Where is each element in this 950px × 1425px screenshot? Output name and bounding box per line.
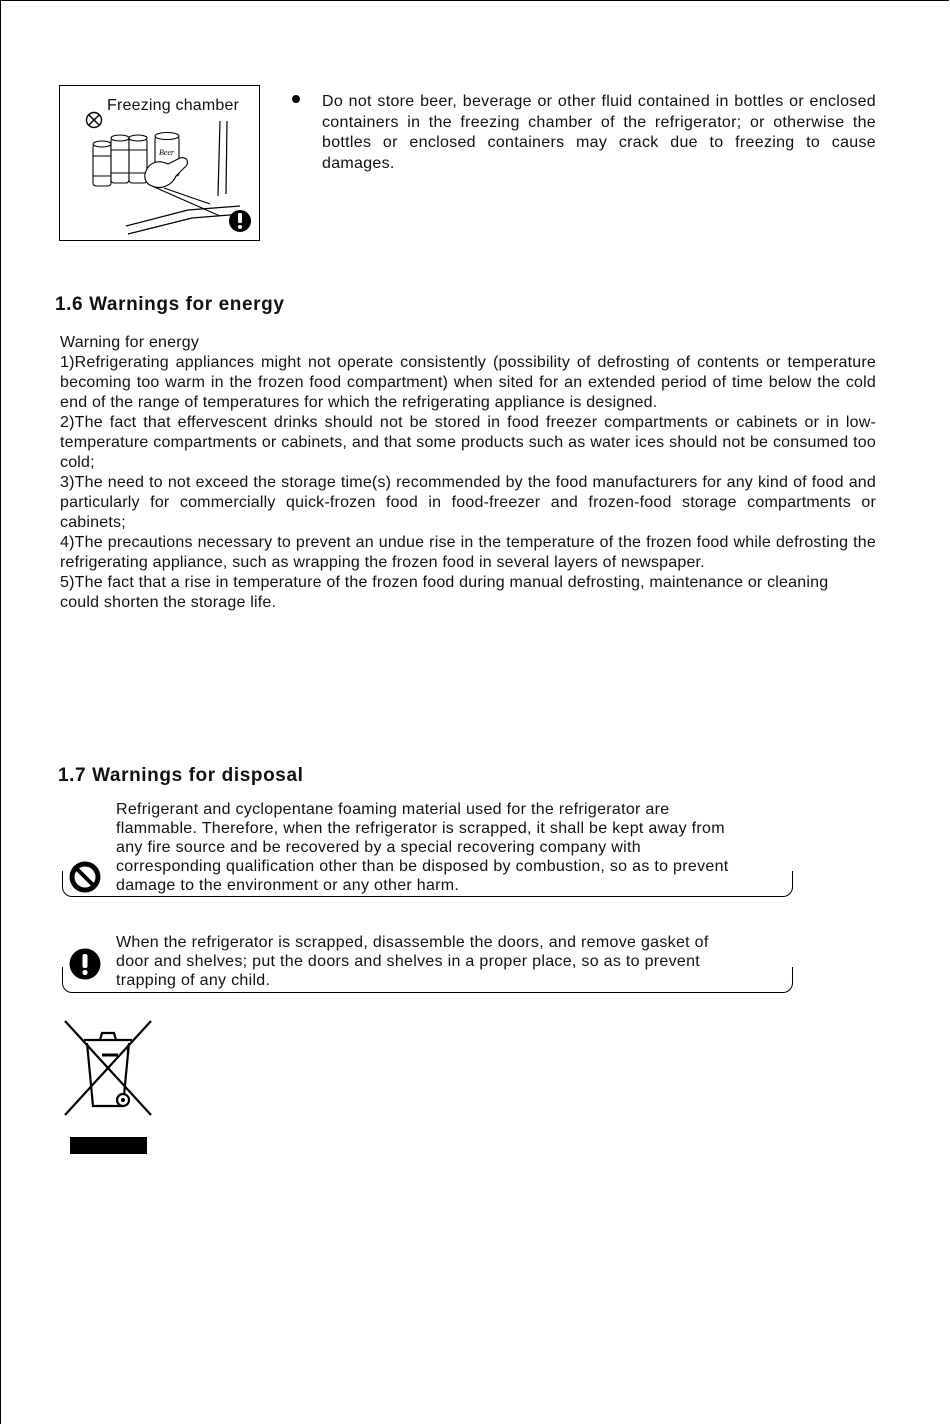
text-line: damage to the environment or any other harm.: [116, 877, 460, 894]
energy-item-1: 1)Refrigerating appliances might not operate consistently (possibility of defrosting of contents or temperature becoming too warm in the frozen food compartment) when sited for an extended period of time below the cold end of the range of temperatures for which the refrigerating appliance is designed.: [60, 354, 876, 411]
energy-heading: 1.6 Warnings for energy: [55, 294, 285, 315]
child-trap-warning: [62, 933, 794, 995]
energy-item-4: 4)The precautions necessary to prevent an undue rise in the temperature of the frozen food while defrosting the refrigerating appliance, such as wrapping the frozen food in several layers of newspaper.: [60, 534, 876, 571]
disposal-heading: 1.7 Warnings for disposal: [58, 765, 304, 786]
text-line: door and shelves; put the doors and shelves in a proper place, so as to prevent: [116, 953, 701, 970]
warning-bracket: [62, 871, 793, 897]
freezer-warning-text: Do not store beer, beverage or other fluid contained in bottles or enclosed containers in the freezing chamber of the refrigerator; or otherwise the bottles or enclosed containers may crack due to freezing to cause damages.: [322, 93, 876, 172]
prohibited-circle-icon: [87, 113, 102, 128]
energy-item-2: 2)The fact that effervescent drinks should not be stored in food freezer compartments or cabinets or in low-temperature compartments or cabinets, and that some products such as water ices should not be consumed too cold;: [60, 414, 876, 471]
energy-intro: Warning for energy: [60, 334, 200, 351]
text-line: Refrigerant and cyclopentane foaming material used for the refrigerator are: [116, 801, 670, 818]
text-line: trapping of any child.: [116, 972, 271, 989]
bullet-dot: [292, 95, 300, 103]
figure-label: Freezing chamber: [107, 97, 240, 114]
text-line: flammable. Therefore, when the refrigerator is scrapped, it shall be kept away from: [116, 820, 725, 837]
energy-warnings: [60, 333, 876, 613]
svg-text:Beer: Beer: [159, 148, 175, 157]
text-line: corresponding qualification other than be disposed by combustion, so as to prevent: [116, 858, 729, 875]
crossed-out-bin-icon: [62, 1018, 154, 1118]
text-line: When the refrigerator is scrapped, disassemble the doors, and remove gasket of: [116, 934, 709, 951]
energy-item-3: 3)The need to not exceed the storage time(s) recommended by the food manufacturers for any kind of food and particularly for commercially quick-frozen food in food-freezer and frozen-food storage compartments or cabinets;: [60, 474, 876, 531]
freezing-chamber-figure: [59, 85, 260, 241]
energy-item-5: 5)The fact that a rise in temperature of the frozen food during manual defrosting, maintenance or cleaning could shorten the storage life.: [60, 574, 829, 611]
prohibited-icon: [69, 861, 101, 893]
exclamation-icon: [229, 210, 251, 232]
exclamation-icon: [69, 948, 101, 980]
text-line: any fire source and be recovered by a special recovering company with: [116, 839, 641, 856]
warning-bracket: [62, 967, 793, 993]
weee-bar: [70, 1137, 147, 1154]
flammable-warning: [62, 800, 794, 900]
